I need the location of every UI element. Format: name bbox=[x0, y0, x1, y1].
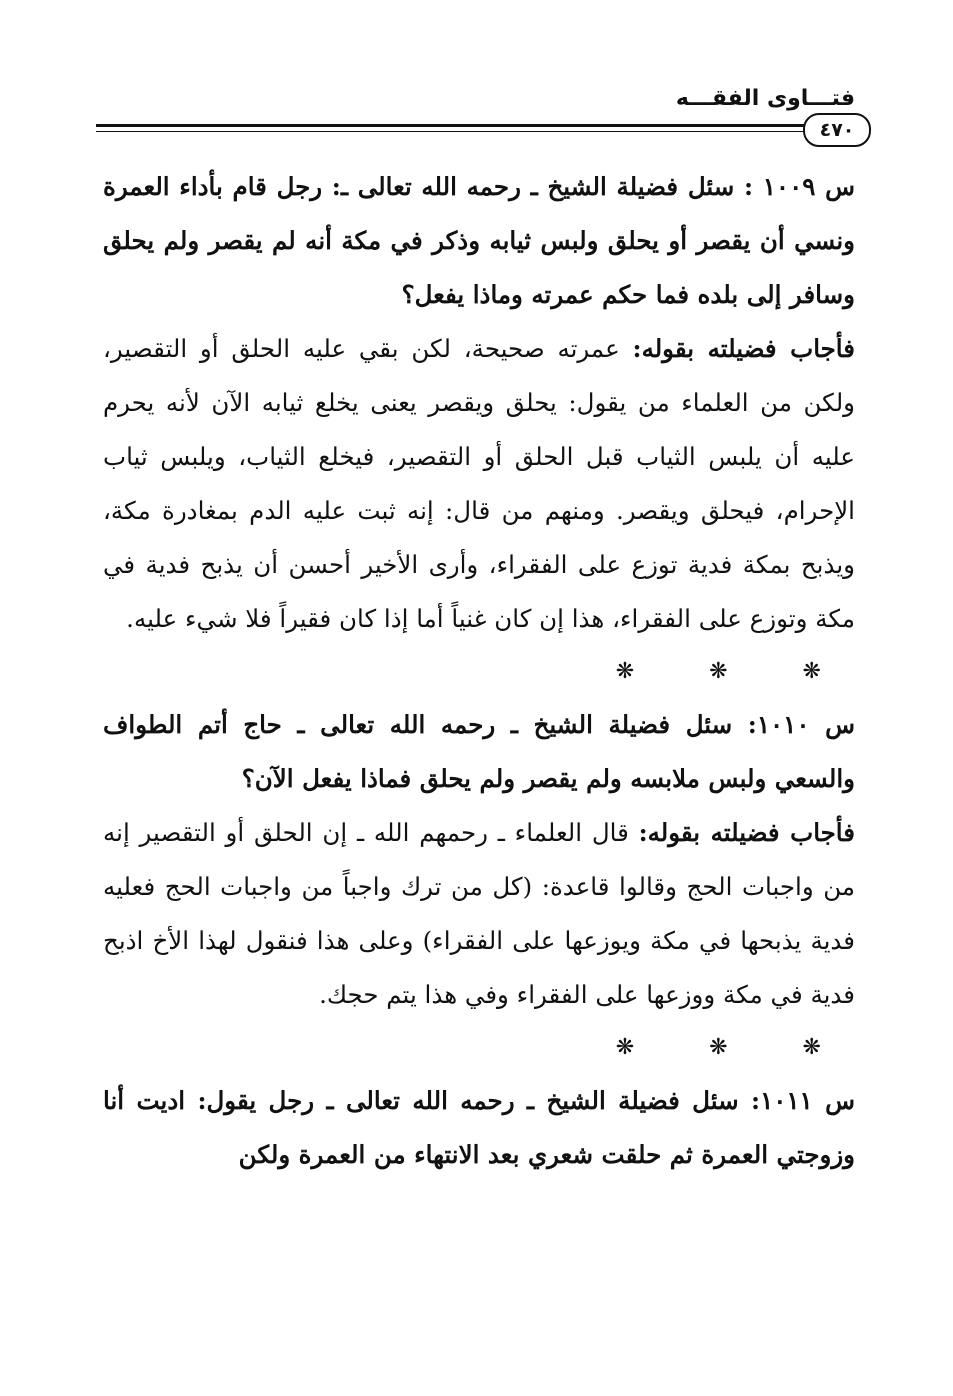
question-label: س ١٠٠٩ : bbox=[744, 172, 856, 201]
section-separator: ❋ ❋ ❋ bbox=[615, 1035, 855, 1060]
page-number: ٤٧٠ bbox=[803, 113, 871, 147]
question-text: سئل فضيلة الشيخ ـ رحمه الله تعالى ـ: رجل قام بأداء العمرة ونسي أن يقصر أو يحلق ولبس ثيابه وذكر في مكة أنه لم يقصر ولم يحلق وسافر إلى بلده فما حكم عمرته وماذا يفعل؟ bbox=[103, 172, 855, 309]
question-text: سئل فضيلة الشيخ ـ رحمه الله تعالى ـ رجل يقول: اديت أنا وزوجتي العمرة ثم حلقت شعري بعد الانتهاء من العمرة ولكن bbox=[103, 1086, 855, 1169]
question-text: سئل فضيلة الشيخ ـ رحمه الله تعالى ـ حاج أتم الطواف والسعي ولبس ملابسه ولم يقصر ولم يحلق فماذا يفعل الآن؟ bbox=[103, 710, 855, 793]
question-1010 bbox=[103, 698, 855, 806]
answer-1010 bbox=[103, 806, 855, 1022]
answer-1009 bbox=[103, 322, 855, 646]
question-label: س ١٠١١: bbox=[751, 1086, 856, 1115]
question-1009 bbox=[103, 160, 855, 322]
answer-intro: فأجاب فضيلته بقوله: bbox=[638, 818, 855, 847]
body-text bbox=[103, 160, 855, 1182]
question-label: س ١٠١٠: bbox=[747, 710, 855, 739]
answer-intro: فأجاب فضيلته بقوله: bbox=[632, 334, 855, 363]
header-rule bbox=[96, 124, 808, 127]
running-title: فتـــاوى الفقـــه bbox=[675, 86, 855, 111]
answer-text: عمرته صحيحة، لكن بقي عليه الحلق أو التقصير، ولكن من العلماء من يقول: يحلق ويقصر يعنى يخلع ثيابه الآن لأنه يحرم عليه أن يلبس الثياب قبل الحلق أو التقصير، فيخلع الثياب، ويلبس ثياب الإحرام، فيحلق ويقصر. ومنهم من قال: إنه ثبت عليه الدم بمغادرة مكة، ويذبح بمكة فدية توزع على الفقراء، وأرى الأخير أحسن أن يذبح فدية في مكة وتوزع على الفقراء، هذا إن كان غنياً أما إذا كان فقيراً فلا شيء عليه. bbox=[103, 334, 855, 633]
header-rule-thin bbox=[96, 131, 808, 132]
answer-text: قال العلماء ـ رحمهم الله ـ إن الحلق أو التقصير إنه من واجبات الحج وقالوا قاعدة: (كل من ترك واجباً من واجبات الحج فعليه فدية يذبحها في مكة ويوزعها على الفقراء) وعلى هذا فنقول لهذا الأخ اذبح فدية في مكة ووزعها على الفقراء وفي هذا يتم حجك. bbox=[103, 818, 855, 1009]
question-1011 bbox=[103, 1074, 855, 1182]
section-separator: ❋ ❋ ❋ bbox=[615, 659, 855, 684]
